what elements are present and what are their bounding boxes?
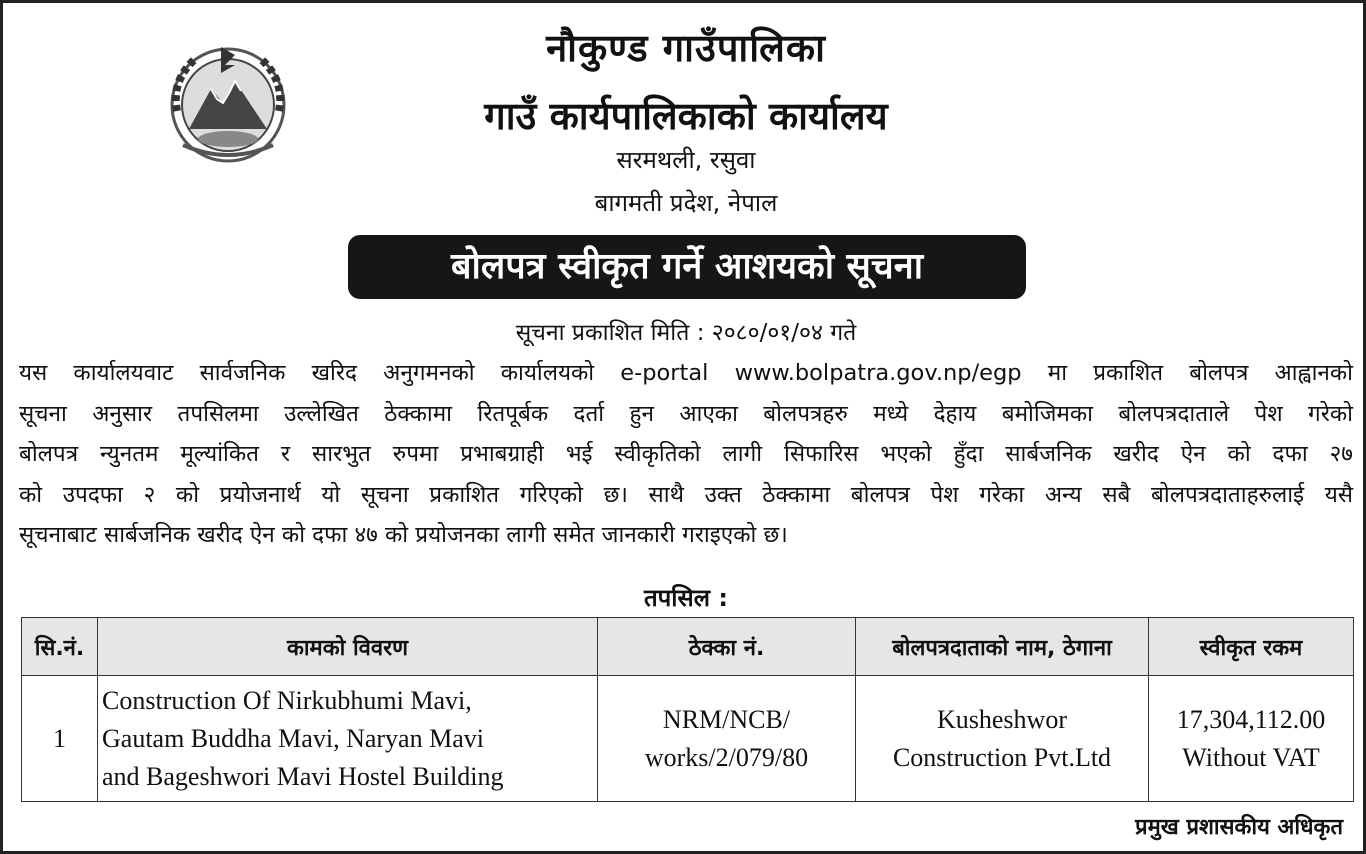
body-line: यस कार्यालयवाट सार्वजनिक खरिद अनुगमनको कार्यालयको e-portal www.bolpatra.gov.np/egp मा प्रकाशित बोलपत्र आह्वानको [19, 360, 1353, 386]
col-header-contract-no: ठेक्का नं. [598, 618, 856, 676]
contract-no-line: NRM/NCB/ [662, 704, 791, 734]
signatory-title: प्रमुख प्रशासकीय अधिकृत [1135, 815, 1343, 840]
bid-table [21, 617, 1354, 802]
table-row [22, 676, 1354, 802]
office-title: गाउँ कार्यपालिकाको कार्यालय [484, 94, 888, 138]
bidder-line: Kusheshwor [937, 704, 1067, 734]
description-line: and Bageshwori Mavi Hostel Building [102, 761, 504, 791]
cell-contract-no [598, 676, 856, 802]
address-line-1: सरमथली, रसुवा [616, 146, 756, 174]
notice-body [19, 353, 1353, 556]
body-line: बोलपत्र न्युनतम मूल्यांकित र सारभुत रुपमा प्रभाबग्राही भई स्वीकृतिको लागी सिफारिस भएको हुँदा सार्बजनिक खरीद ऐन को दफा २७ [19, 441, 1353, 467]
cell-bidder [856, 676, 1149, 802]
published-date: सूचना प्रकाशित मिति : २०८०/०१/०४ गते [515, 320, 857, 346]
description-line: Gautam Buddha Mavi, Naryan Mavi [102, 723, 484, 753]
schedule-heading: तपसिल : [644, 584, 728, 612]
notice-banner-title: बोलपत्र स्वीकृत गर्ने आशयको सूचना [348, 235, 1026, 299]
cell-sn: 1 [22, 676, 98, 802]
col-header-sn: सि.नं. [22, 618, 98, 676]
cell-description [98, 676, 598, 802]
table-header-row [22, 618, 1354, 676]
contract-no-line: works/2/079/80 [644, 742, 809, 772]
address-line-2: बागमती प्रदेश, नेपाल [594, 189, 778, 217]
body-line-last: सूचनाबाट सार्बजनिक खरीद ऐन को दफा ४७ को प्रयोजनका लागी समेत जानकारी गराइएको छ। [19, 522, 788, 548]
col-header-amount: स्वीकृत रकम [1149, 618, 1354, 676]
col-header-bidder: बोलपत्रदाताको नाम, ठेगाना [856, 618, 1149, 676]
municipality-title: नौकुण्ड गाउँपालिका [546, 26, 826, 70]
amount-line: 17,304,112.00 [1176, 704, 1326, 734]
col-header-description: कामको विवरण [98, 618, 598, 676]
body-line: को उपदफा २ को प्रयोजनार्थ यो सूचना प्रकाशित गरिएको छ। साथै उक्त ठेक्कामा बोलपत्र पेश गरेका अन्य सबै बोलपत्रदाताहरुलाई यसै [19, 481, 1353, 508]
cell-amount [1149, 676, 1354, 802]
body-line: सूचना अनुसार तपसिलमा उल्लेखित ठेक्कामा रितपूर्बक दर्ता हुन आएका बोलपत्रहरु मध्ये देहाय बमोजिमका बोलपत्रदाताले पेश गरेको [19, 400, 1353, 427]
description-line: Construction Of Nirkubhumi Mavi, [102, 685, 472, 715]
amount-line: Without VAT [1182, 742, 1320, 772]
bidder-line: Construction Pvt.Ltd [892, 742, 1112, 772]
